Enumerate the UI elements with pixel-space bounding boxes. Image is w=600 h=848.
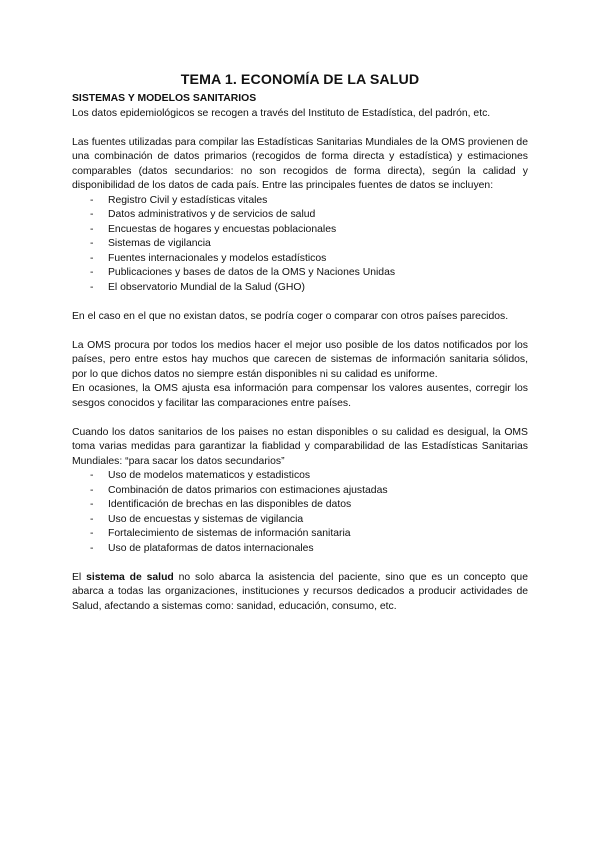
paragraph-missing-data: En el caso en el que no existan datos, se podría coger o comparar con otros países parecidos. bbox=[72, 310, 509, 322]
list-item: - Uso de plataformas de datos internacionales bbox=[72, 542, 528, 557]
paragraph-sources: Las fuentes utilizadas para compilar las Estadísticas Sanitarias Mundiales de la OMS provienen de una combinación de datos primarios (recogidos de forma directa y estadística) y estimaciones comparables (datos secundarios: no son recogidos de forma directa), según la calidad y disponibilidad de los datos de cada país. Entre las principales fuentes de datos se incluyen: bbox=[72, 136, 528, 191]
text-run: no solo abarca la asistencia del paciente, sino que es un concepto que abarca a todas las organizaciones, instituciones y recursos dedicados a producir actividades de Salud, afectando a sistemas como: sanidad, educación, consumo, etc. bbox=[72, 571, 528, 612]
sources-list bbox=[72, 194, 528, 296]
paragraph-oms-adjust: En ocasiones, la OMS ajusta esa información para compensar los valores ausentes, corregir los sesgos conocidos y facilitar las comparaciones entre países. bbox=[72, 383, 528, 409]
section-title: SISTEMAS Y MODELOS SANITARIOS bbox=[72, 93, 257, 104]
paragraph-measures: Cuando los datos sanitarios de los paises no estan disponibles o su calidad es desigual, la OMS toma varias medidas para garantizar la fiablidad y comparabilidad de las Estadísticas Sanitarias Mundiales: “para sacar los datos secundarios” bbox=[72, 426, 528, 467]
list-item: - Sistemas de vigilancia bbox=[72, 237, 528, 252]
list-item: - Registro Civil y estadísticas vitales bbox=[72, 194, 528, 209]
list-item: - Datos administrativos y de servicios de salud bbox=[72, 208, 528, 223]
text-run: El bbox=[72, 571, 87, 583]
paragraph-health-system bbox=[72, 571, 528, 615]
list-item: - Fuentes internacionales y modelos estadísticos bbox=[72, 252, 528, 267]
list-item: - Uso de modelos matematicos y estadisticos bbox=[72, 469, 528, 484]
list-item: - Fortalecimiento de sistemas de información sanitaria bbox=[72, 527, 528, 542]
list-item: - Combinación de datos primarios con estimaciones ajustadas bbox=[72, 484, 528, 499]
list-item: - El observatorio Mundial de la Salud (GHO) bbox=[72, 281, 528, 296]
measures-list bbox=[72, 469, 528, 556]
list-item: - Uso de encuestas y sistemas de vigilancia bbox=[72, 513, 528, 528]
document-title: TEMA 1. ECONOMÍA DE LA SALUD bbox=[180, 72, 420, 88]
list-item: - Encuestas de hogares y encuestas poblacionales bbox=[72, 223, 528, 238]
bold-term: sistema de salud bbox=[86, 571, 174, 583]
list-item: - Identificación de brechas en las disponibles de datos bbox=[72, 498, 528, 513]
list-item: - Publicaciones y bases de datos de la OMS y Naciones Unidas bbox=[72, 266, 528, 281]
paragraph-intro: Los datos epidemiológicos se recogen a través del Instituto de Estadística, del padrón, etc. bbox=[72, 107, 491, 119]
document-page bbox=[72, 72, 528, 614]
paragraph-oms-effort: La OMS procura por todos los medios hacer el mejor uso posible de los datos notificados por los países, pero entre estos hay muchos que carecen de sistemas de información sanitaria sólidos, por lo que dichos datos no siempre están disponibles ni su calidad es uniforme. bbox=[72, 339, 528, 380]
